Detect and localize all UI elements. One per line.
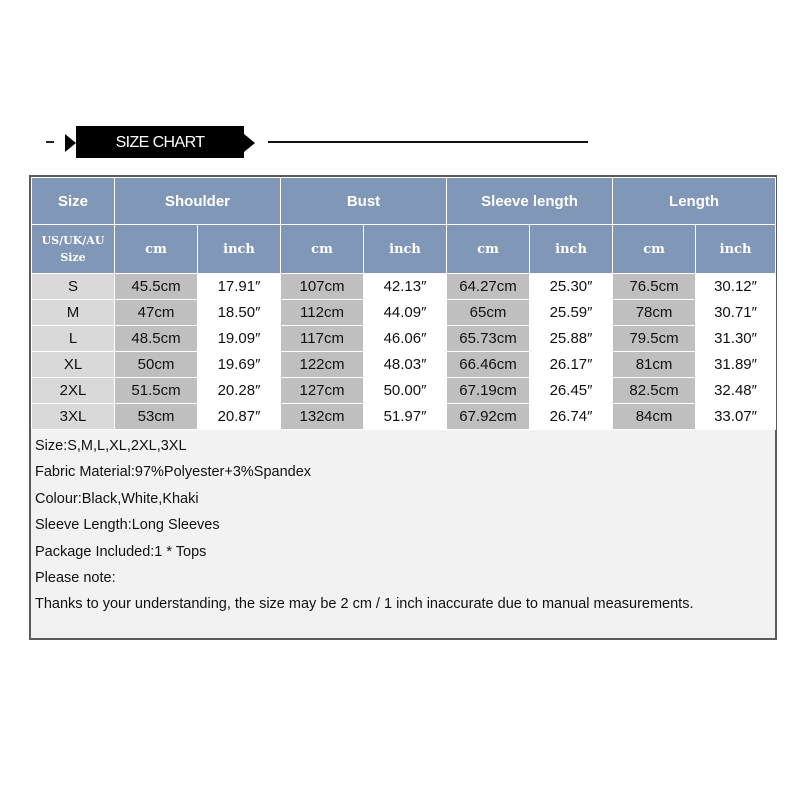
cm-value-cell: 79.5cm <box>613 326 696 352</box>
cm-value-cell: 107cm <box>281 274 364 300</box>
inch-value-cell: 51.97″ <box>364 404 447 430</box>
inch-value-cell: 25.30″ <box>530 274 613 300</box>
table-row <box>32 378 776 404</box>
inch-value-cell: 32.48″ <box>696 378 776 404</box>
size-cell: L <box>32 326 115 352</box>
cm-value-cell: 45.5cm <box>115 274 198 300</box>
size-cell: 2XL <box>32 378 115 404</box>
shoulder-header: Shoulder <box>115 178 281 225</box>
inch-value-cell: 30.12″ <box>696 274 776 300</box>
size-chart-table <box>31 177 776 430</box>
sleeve-length-header: Sleeve length <box>447 178 613 225</box>
cm-value-cell: 78cm <box>613 300 696 326</box>
size-chart-title: SIZE CHART <box>76 126 244 158</box>
cm-value-cell: 65cm <box>447 300 530 326</box>
inch-value-cell: 31.89″ <box>696 352 776 378</box>
cm-value-cell: 84cm <box>613 404 696 430</box>
cm-value-cell: 117cm <box>281 326 364 352</box>
cm-value-cell: 50cm <box>115 352 198 378</box>
size-cell: 3XL <box>32 404 115 430</box>
unit-header: cm <box>281 225 364 274</box>
cm-value-cell: 65.73cm <box>447 326 530 352</box>
unit-header: cm <box>613 225 696 274</box>
cm-value-cell: 82.5cm <box>613 378 696 404</box>
inch-value-cell: 19.09″ <box>198 326 281 352</box>
cm-value-cell: 67.19cm <box>447 378 530 404</box>
cm-value-cell: 122cm <box>281 352 364 378</box>
inch-value-cell: 31.30″ <box>696 326 776 352</box>
region-size-header: US/UK/AU Size <box>32 225 115 274</box>
table-row <box>32 404 776 430</box>
cm-value-cell: 47cm <box>115 300 198 326</box>
info-line: Size:S,M,L,XL,2XL,3XL <box>35 438 187 454</box>
inch-value-cell: 18.50″ <box>198 300 281 326</box>
inch-value-cell: 17.91″ <box>198 274 281 300</box>
cm-value-cell: 132cm <box>281 404 364 430</box>
inch-value-cell: 48.03″ <box>364 352 447 378</box>
cm-value-cell: 53cm <box>115 404 198 430</box>
length-header: Length <box>613 178 776 225</box>
info-line: Please note: <box>35 570 116 587</box>
cm-value-cell: 81cm <box>613 352 696 378</box>
cm-value-cell: 51.5cm <box>115 378 198 404</box>
info-line: Colour:Black,White,Khaki <box>35 490 199 507</box>
inch-value-cell: 19.69″ <box>198 352 281 378</box>
inch-value-cell: 26.74″ <box>530 404 613 430</box>
inch-value-cell: 30.71″ <box>696 300 776 326</box>
product-info <box>35 433 694 618</box>
unit-header: inch <box>696 225 776 274</box>
table-row <box>32 352 776 378</box>
size-cell: XL <box>32 352 115 378</box>
size-cell: S <box>32 274 115 300</box>
cm-value-cell: 112cm <box>281 300 364 326</box>
inch-value-cell: 26.17″ <box>530 352 613 378</box>
table-row <box>32 300 776 326</box>
bust-header: Bust <box>281 178 447 225</box>
banner-arrow-right <box>244 134 255 152</box>
cm-value-cell: 67.92cm <box>447 404 530 430</box>
unit-header: cm <box>115 225 198 274</box>
info-line: Package Included:1 * Tops <box>35 543 207 560</box>
banner-arrow-left <box>65 134 76 152</box>
unit-header: inch <box>198 225 281 274</box>
banner-divider-line <box>268 141 588 143</box>
inch-value-cell: 20.28″ <box>198 378 281 404</box>
unit-header: inch <box>530 225 613 274</box>
banner-dash-left <box>46 141 54 143</box>
size-chart-card <box>29 175 777 640</box>
unit-header: cm <box>447 225 530 274</box>
inch-value-cell: 50.00″ <box>364 378 447 404</box>
info-line: Thanks to your understanding, the size may be 2 cm / 1 inch inaccurate due to manual measurements. <box>35 596 694 613</box>
inch-value-cell: 25.59″ <box>530 300 613 326</box>
cm-value-cell: 64.27cm <box>447 274 530 300</box>
inch-value-cell: 26.45″ <box>530 378 613 404</box>
info-line: Sleeve Length:Long Sleeves <box>35 517 220 534</box>
size-cell: M <box>32 300 115 326</box>
table-row <box>32 326 776 352</box>
inch-value-cell: 42.13″ <box>364 274 447 300</box>
cm-value-cell: 127cm <box>281 378 364 404</box>
unit-row <box>32 225 776 274</box>
cm-value-cell: 76.5cm <box>613 274 696 300</box>
size-column-header: Size <box>32 178 115 225</box>
table-row <box>32 274 776 300</box>
unit-header: inch <box>364 225 447 274</box>
cm-value-cell: 66.46cm <box>447 352 530 378</box>
inch-value-cell: 33.07″ <box>696 404 776 430</box>
inch-value-cell: 20.87″ <box>198 404 281 430</box>
info-line: Fabric Material:97%Polyester+3%Spandex <box>35 464 312 481</box>
inch-value-cell: 44.09″ <box>364 300 447 326</box>
cm-value-cell: 48.5cm <box>115 326 198 352</box>
header-row <box>32 178 776 225</box>
inch-value-cell: 25.88″ <box>530 326 613 352</box>
inch-value-cell: 46.06″ <box>364 326 447 352</box>
